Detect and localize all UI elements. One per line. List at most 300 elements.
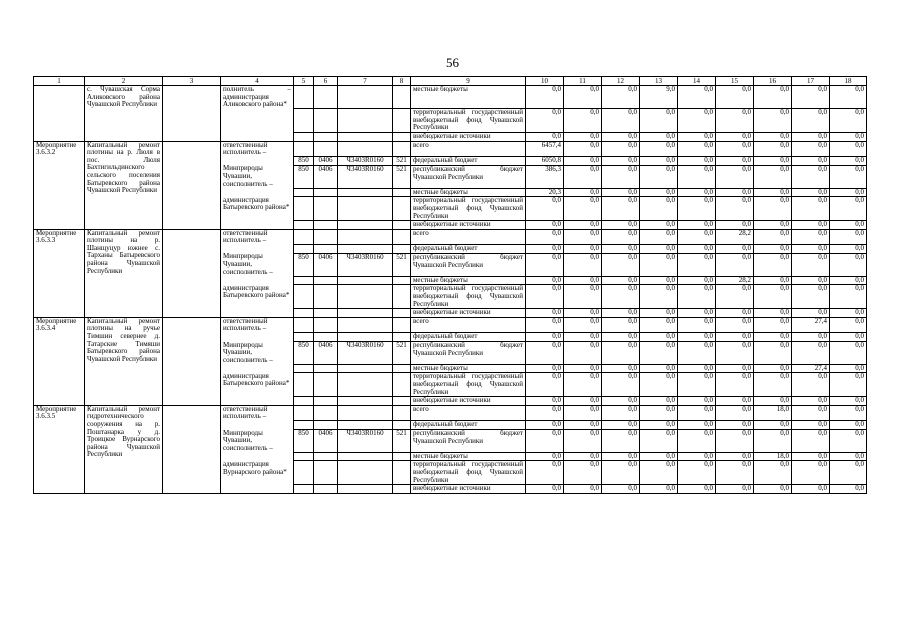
gr-code bbox=[294, 333, 314, 342]
gr-code bbox=[294, 133, 314, 142]
funding-source: всего bbox=[411, 141, 526, 157]
amount-cell: 0,0 bbox=[716, 421, 754, 430]
amount-cell: 0,0 bbox=[678, 276, 716, 285]
amount-cell: 0,0 bbox=[792, 452, 830, 461]
amount-cell: 0,0 bbox=[792, 421, 830, 430]
amount-cell: 0,0 bbox=[792, 461, 830, 485]
vr-code: 521 bbox=[393, 157, 411, 166]
vr-code bbox=[393, 309, 411, 318]
amount-cell: 0,0 bbox=[678, 333, 716, 342]
amount-cell: 6050,8 bbox=[526, 157, 564, 166]
amount-cell: 0,0 bbox=[792, 405, 830, 421]
amount-cell: 0,0 bbox=[830, 430, 867, 453]
executor-cell: администрация Батыревского района* bbox=[221, 285, 294, 309]
amount-cell: 0,0 bbox=[564, 309, 602, 318]
executor-cell bbox=[221, 421, 294, 430]
amount-cell: 0,0 bbox=[754, 485, 792, 494]
vr-code bbox=[393, 188, 411, 197]
amount-cell: 0,0 bbox=[754, 188, 792, 197]
amount-cell: 0,0 bbox=[564, 221, 602, 230]
amount-cell: 0,0 bbox=[830, 333, 867, 342]
column-number: 1 bbox=[34, 77, 85, 86]
funding-source: всего bbox=[411, 229, 526, 245]
vr-code bbox=[393, 405, 411, 421]
executor-cell: ответственный исполнитель – bbox=[221, 229, 294, 245]
amount-cell: 0,0 bbox=[526, 333, 564, 342]
amount-cell: 0,0 bbox=[792, 165, 830, 188]
amount-cell: 0,0 bbox=[602, 421, 640, 430]
gr-code bbox=[294, 197, 314, 221]
amount-cell: 0,0 bbox=[792, 485, 830, 494]
funding-source: федеральный бюджет bbox=[411, 421, 526, 430]
csr-code bbox=[338, 188, 393, 197]
amount-cell: 0,0 bbox=[678, 165, 716, 188]
amount-cell: 0,0 bbox=[716, 430, 754, 453]
amount-cell: 0,0 bbox=[716, 309, 754, 318]
amount-cell: 0,0 bbox=[602, 333, 640, 342]
amount-cell: 0,0 bbox=[716, 165, 754, 188]
amount-cell: 0,0 bbox=[792, 430, 830, 453]
vr-code bbox=[393, 364, 411, 373]
amount-cell: 0,0 bbox=[564, 245, 602, 254]
amount-cell: 0,0 bbox=[602, 141, 640, 157]
funding-source: территориальный государственный внебюджетный фонд Чувашской Республики bbox=[411, 373, 526, 397]
amount-cell: 0,0 bbox=[602, 452, 640, 461]
rz-code bbox=[314, 485, 338, 494]
csr-code: Ч3403R0160 bbox=[338, 342, 393, 365]
executor-cell bbox=[221, 188, 294, 197]
event-number: Мероприятие 3.6.3.5 bbox=[34, 405, 85, 493]
amount-cell: 18,0 bbox=[754, 405, 792, 421]
amount-cell: 0,0 bbox=[526, 229, 564, 245]
funding-source: местные бюджеты bbox=[411, 276, 526, 285]
gr-code bbox=[294, 245, 314, 254]
event-name: с. Чувашская Сорма Аликовского района Чувашской Республики bbox=[85, 86, 163, 142]
event-number: Мероприятие 3.6.3.4 bbox=[34, 317, 85, 405]
goal-cell bbox=[163, 229, 221, 317]
funding-source: республиканский бюджет Чувашской Республики bbox=[411, 165, 526, 188]
amount-cell: 0,0 bbox=[754, 253, 792, 276]
amount-cell: 0,0 bbox=[716, 405, 754, 421]
amount-cell: 0,0 bbox=[716, 141, 754, 157]
amount-cell: 0,0 bbox=[526, 485, 564, 494]
amount-cell: 0,0 bbox=[602, 397, 640, 406]
csr-code bbox=[338, 309, 393, 318]
amount-cell: 0,0 bbox=[830, 452, 867, 461]
amount-cell: 0,0 bbox=[754, 309, 792, 318]
amount-cell: 18,0 bbox=[754, 452, 792, 461]
budget-table bbox=[33, 76, 867, 494]
amount-cell: 0,0 bbox=[754, 109, 792, 133]
gr-code bbox=[294, 141, 314, 157]
amount-cell: 0,0 bbox=[602, 373, 640, 397]
gr-code bbox=[294, 461, 314, 485]
amount-cell: 0,0 bbox=[602, 165, 640, 188]
amount-cell: 0,0 bbox=[754, 461, 792, 485]
funding-source: внебюджетные источники bbox=[411, 485, 526, 494]
executor-cell: администрация Вурнарского района* bbox=[221, 461, 294, 485]
amount-cell: 0,0 bbox=[564, 253, 602, 276]
amount-cell: 0,0 bbox=[792, 109, 830, 133]
header-row bbox=[34, 77, 867, 86]
goal-cell bbox=[163, 405, 221, 493]
column-number: 17 bbox=[792, 77, 830, 86]
table-row bbox=[34, 141, 867, 157]
rz-code bbox=[314, 133, 338, 142]
amount-cell: 0,0 bbox=[830, 397, 867, 406]
amount-cell: 0,0 bbox=[792, 133, 830, 142]
amount-cell: 0,0 bbox=[640, 430, 678, 453]
amount-cell: 0,0 bbox=[716, 285, 754, 309]
amount-cell: 0,0 bbox=[792, 86, 830, 109]
funding-source: местные бюджеты bbox=[411, 452, 526, 461]
csr-code bbox=[338, 133, 393, 142]
amount-cell: 0,0 bbox=[526, 109, 564, 133]
amount-cell: 0,0 bbox=[640, 405, 678, 421]
gr-code: 850 bbox=[294, 253, 314, 276]
vr-code bbox=[393, 461, 411, 485]
amount-cell: 0,0 bbox=[678, 342, 716, 365]
amount-cell: 0,0 bbox=[792, 245, 830, 254]
amount-cell: 0,0 bbox=[678, 157, 716, 166]
amount-cell: 0,0 bbox=[754, 141, 792, 157]
csr-code bbox=[338, 221, 393, 230]
amount-cell: 0,0 bbox=[640, 373, 678, 397]
event-number bbox=[34, 86, 85, 142]
amount-cell: 0,0 bbox=[564, 461, 602, 485]
amount-cell: 0,0 bbox=[640, 342, 678, 365]
amount-cell: 0,0 bbox=[640, 197, 678, 221]
column-number: 11 bbox=[564, 77, 602, 86]
column-number: 2 bbox=[85, 77, 163, 86]
amount-cell: 0,0 bbox=[526, 405, 564, 421]
executor-cell: ответственный исполнитель – bbox=[221, 405, 294, 421]
amount-cell: 0,0 bbox=[830, 342, 867, 365]
goal-cell bbox=[163, 86, 221, 142]
executor-cell: ответственный исполнитель – bbox=[221, 317, 294, 333]
gr-code: 850 bbox=[294, 165, 314, 188]
event-number: Мероприятие 3.6.3.2 bbox=[34, 141, 85, 229]
gr-code bbox=[294, 397, 314, 406]
vr-code: 521 bbox=[393, 165, 411, 188]
amount-cell: 0,0 bbox=[678, 109, 716, 133]
executor-cell bbox=[221, 109, 294, 133]
amount-cell: 0,0 bbox=[602, 197, 640, 221]
amount-cell: 0,0 bbox=[640, 229, 678, 245]
column-number: 8 bbox=[393, 77, 411, 86]
executor-cell bbox=[221, 364, 294, 373]
rz-code bbox=[314, 373, 338, 397]
amount-cell: 0,0 bbox=[792, 221, 830, 230]
amount-cell: 0,0 bbox=[678, 309, 716, 318]
amount-cell: 0,0 bbox=[640, 133, 678, 142]
amount-cell: 0,0 bbox=[830, 165, 867, 188]
gr-code bbox=[294, 405, 314, 421]
amount-cell: 0,0 bbox=[716, 197, 754, 221]
executor-cell: ответственный исполнитель – bbox=[221, 141, 294, 157]
amount-cell: 0,0 bbox=[716, 452, 754, 461]
amount-cell: 27,4 bbox=[792, 317, 830, 333]
amount-cell: 0,0 bbox=[640, 276, 678, 285]
amount-cell: 0,0 bbox=[564, 421, 602, 430]
csr-code bbox=[338, 109, 393, 133]
amount-cell: 0,0 bbox=[716, 109, 754, 133]
amount-cell: 0,0 bbox=[526, 253, 564, 276]
funding-source: федеральный бюджет bbox=[411, 333, 526, 342]
csr-code: Ч3403R0160 bbox=[338, 430, 393, 453]
vr-code: 521 bbox=[393, 253, 411, 276]
table-row bbox=[34, 229, 867, 245]
amount-cell: 0,0 bbox=[602, 309, 640, 318]
amount-cell: 0,0 bbox=[678, 317, 716, 333]
table-row bbox=[34, 86, 867, 109]
gr-code bbox=[294, 421, 314, 430]
amount-cell: 0,0 bbox=[526, 397, 564, 406]
executor-cell bbox=[221, 485, 294, 494]
amount-cell: 0,0 bbox=[792, 197, 830, 221]
amount-cell: 0,0 bbox=[602, 157, 640, 166]
executor-cell: полнитель – администрация Аликовского района* bbox=[221, 86, 294, 109]
amount-cell: 0,0 bbox=[602, 276, 640, 285]
amount-cell: 0,0 bbox=[754, 86, 792, 109]
amount-cell: 0,0 bbox=[564, 430, 602, 453]
event-name: Капитальный ремонт плотины на ручье Тимшин севернее д. Татарские Тимяши Батыревского района Чувашской Республики bbox=[85, 317, 163, 405]
amount-cell: 0,0 bbox=[526, 221, 564, 230]
column-number: 5 bbox=[294, 77, 314, 86]
gr-code bbox=[294, 485, 314, 494]
amount-cell: 0,0 bbox=[602, 133, 640, 142]
amount-cell: 0,0 bbox=[640, 485, 678, 494]
vr-code bbox=[393, 452, 411, 461]
amount-cell: 0,0 bbox=[678, 188, 716, 197]
amount-cell: 0,0 bbox=[716, 86, 754, 109]
column-number: 12 bbox=[602, 77, 640, 86]
vr-code bbox=[393, 245, 411, 254]
amount-cell: 0,0 bbox=[564, 197, 602, 221]
amount-cell: 0,0 bbox=[526, 285, 564, 309]
executor-cell bbox=[221, 133, 294, 142]
amount-cell: 0,0 bbox=[754, 333, 792, 342]
column-number: 15 bbox=[716, 77, 754, 86]
amount-cell: 0,0 bbox=[716, 373, 754, 397]
csr-code: Ч3403R0160 bbox=[338, 165, 393, 188]
funding-source: территориальный государственный внебюджетный фонд Чувашской Республики bbox=[411, 461, 526, 485]
amount-cell: 0,0 bbox=[640, 309, 678, 318]
amount-cell: 0,0 bbox=[564, 157, 602, 166]
csr-code bbox=[338, 285, 393, 309]
executor-cell bbox=[221, 397, 294, 406]
vr-code bbox=[393, 317, 411, 333]
rz-code bbox=[314, 309, 338, 318]
column-number: 10 bbox=[526, 77, 564, 86]
amount-cell: 0,0 bbox=[830, 157, 867, 166]
amount-cell: 0,0 bbox=[754, 342, 792, 365]
amount-cell: 0,0 bbox=[678, 245, 716, 254]
amount-cell: 0,0 bbox=[792, 229, 830, 245]
amount-cell: 0,0 bbox=[564, 285, 602, 309]
gr-code bbox=[294, 221, 314, 230]
amount-cell: 0,0 bbox=[640, 165, 678, 188]
amount-cell: 0,0 bbox=[526, 245, 564, 254]
funding-source: внебюджетные источники bbox=[411, 397, 526, 406]
amount-cell: 0,0 bbox=[678, 430, 716, 453]
event-name: Капитальный ремонт плотины на р. Шанщуцур южнее с. Тарханы Батыревского района Чувашской Республики bbox=[85, 229, 163, 317]
funding-source: всего bbox=[411, 317, 526, 333]
amount-cell: 0,0 bbox=[830, 245, 867, 254]
rz-code bbox=[314, 333, 338, 342]
amount-cell: 0,0 bbox=[754, 165, 792, 188]
amount-cell: 0,0 bbox=[564, 333, 602, 342]
executor-cell bbox=[221, 333, 294, 342]
amount-cell: 0,0 bbox=[716, 485, 754, 494]
amount-cell: 0,0 bbox=[678, 405, 716, 421]
executor-cell: Минприроды Чувашии, соисполнитель – bbox=[221, 430, 294, 453]
amount-cell: 0,0 bbox=[754, 430, 792, 453]
amount-cell: 20,3 bbox=[526, 188, 564, 197]
amount-cell: 0,0 bbox=[830, 188, 867, 197]
amount-cell: 0,0 bbox=[602, 253, 640, 276]
csr-code bbox=[338, 86, 393, 109]
csr-code bbox=[338, 421, 393, 430]
funding-source: местные бюджеты bbox=[411, 188, 526, 197]
rz-code bbox=[314, 197, 338, 221]
gr-code bbox=[294, 364, 314, 373]
amount-cell: 0,0 bbox=[830, 317, 867, 333]
amount-cell: 0,0 bbox=[792, 342, 830, 365]
event-name: Капитальный ремонт гидротехнического сооружения на р. Поштанарка у д. Троицкое Вурнарского района Чувашской Республики bbox=[85, 405, 163, 493]
funding-source: республиканский бюджет Чувашской Республики bbox=[411, 253, 526, 276]
rz-code bbox=[314, 109, 338, 133]
amount-cell: 0,0 bbox=[640, 141, 678, 157]
amount-cell: 0,0 bbox=[830, 421, 867, 430]
amount-cell: 0,0 bbox=[526, 276, 564, 285]
csr-code bbox=[338, 197, 393, 221]
amount-cell: 28,2 bbox=[716, 276, 754, 285]
amount-cell: 0,0 bbox=[678, 421, 716, 430]
amount-cell: 0,0 bbox=[792, 373, 830, 397]
amount-cell: 0,0 bbox=[640, 245, 678, 254]
csr-code bbox=[338, 373, 393, 397]
amount-cell: 0,0 bbox=[602, 109, 640, 133]
gr-code bbox=[294, 309, 314, 318]
amount-cell: 0,0 bbox=[716, 397, 754, 406]
amount-cell: 0,0 bbox=[830, 276, 867, 285]
vr-code bbox=[393, 421, 411, 430]
column-number: 18 bbox=[830, 77, 867, 86]
csr-code: Ч3403R0160 bbox=[338, 253, 393, 276]
gr-code bbox=[294, 452, 314, 461]
amount-cell: 0,0 bbox=[678, 253, 716, 276]
rz-code bbox=[314, 461, 338, 485]
csr-code bbox=[338, 485, 393, 494]
amount-cell: 0,0 bbox=[640, 452, 678, 461]
vr-code: 521 bbox=[393, 430, 411, 453]
csr-code bbox=[338, 397, 393, 406]
amount-cell: 0,0 bbox=[602, 364, 640, 373]
amount-cell: 0,0 bbox=[564, 109, 602, 133]
rz-code bbox=[314, 421, 338, 430]
amount-cell: 0,0 bbox=[830, 485, 867, 494]
amount-cell: 0,0 bbox=[754, 317, 792, 333]
csr-code bbox=[338, 317, 393, 333]
vr-code bbox=[393, 109, 411, 133]
rz-code: 0406 bbox=[314, 165, 338, 188]
rz-code bbox=[314, 188, 338, 197]
amount-cell: 0,0 bbox=[716, 461, 754, 485]
amount-cell: 0,0 bbox=[754, 276, 792, 285]
amount-cell: 0,0 bbox=[792, 397, 830, 406]
amount-cell: 0,0 bbox=[602, 485, 640, 494]
amount-cell: 0,0 bbox=[792, 157, 830, 166]
column-number: 13 bbox=[640, 77, 678, 86]
amount-cell: 0,0 bbox=[564, 405, 602, 421]
csr-code bbox=[338, 245, 393, 254]
column-number: 4 bbox=[221, 77, 294, 86]
column-number: 9 bbox=[411, 77, 526, 86]
amount-cell: 0,0 bbox=[526, 133, 564, 142]
amount-cell: 0,0 bbox=[602, 245, 640, 254]
amount-cell: 0,0 bbox=[564, 485, 602, 494]
amount-cell: 0,0 bbox=[526, 430, 564, 453]
amount-cell: 0,0 bbox=[792, 276, 830, 285]
rz-code: 0406 bbox=[314, 157, 338, 166]
event-name: Капитальный ремонт плотины на р. Люля в пос. Люля Бахтигильдинского сельского поселения Батыревского района Чувашской Республики bbox=[85, 141, 163, 229]
amount-cell: 0,0 bbox=[640, 317, 678, 333]
amount-cell: 0,0 bbox=[564, 397, 602, 406]
executor-cell: администрация Батыревского района* bbox=[221, 373, 294, 397]
amount-cell: 0,0 bbox=[526, 421, 564, 430]
csr-code bbox=[338, 461, 393, 485]
gr-code: 850 bbox=[294, 157, 314, 166]
funding-source: республиканский бюджет Чувашской Республики bbox=[411, 342, 526, 365]
amount-cell: 0,0 bbox=[678, 485, 716, 494]
amount-cell: 0,0 bbox=[716, 253, 754, 276]
amount-cell: 0,0 bbox=[640, 109, 678, 133]
amount-cell: 0,0 bbox=[678, 221, 716, 230]
goal-cell bbox=[163, 141, 221, 229]
vr-code bbox=[393, 397, 411, 406]
rz-code bbox=[314, 229, 338, 245]
amount-cell: 0,0 bbox=[678, 373, 716, 397]
executor-cell bbox=[221, 452, 294, 461]
rz-code bbox=[314, 405, 338, 421]
amount-cell: 0,0 bbox=[754, 221, 792, 230]
rz-code bbox=[314, 397, 338, 406]
goal-cell bbox=[163, 317, 221, 405]
vr-code bbox=[393, 141, 411, 157]
rz-code: 0406 bbox=[314, 253, 338, 276]
amount-cell: 0,0 bbox=[716, 157, 754, 166]
amount-cell: 0,0 bbox=[754, 157, 792, 166]
amount-cell: 0,0 bbox=[716, 317, 754, 333]
vr-code bbox=[393, 485, 411, 494]
executor-cell: Минприроды Чувашии, соисполнитель – bbox=[221, 342, 294, 365]
amount-cell: 0,0 bbox=[754, 373, 792, 397]
funding-source: федеральный бюджет bbox=[411, 245, 526, 254]
gr-code bbox=[294, 317, 314, 333]
amount-cell: 0,0 bbox=[830, 197, 867, 221]
amount-cell: 0,0 bbox=[716, 364, 754, 373]
amount-cell: 0,0 bbox=[830, 285, 867, 309]
amount-cell: 0,0 bbox=[678, 364, 716, 373]
vr-code bbox=[393, 133, 411, 142]
rz-code bbox=[314, 285, 338, 309]
amount-cell: 0,0 bbox=[716, 221, 754, 230]
rz-code bbox=[314, 364, 338, 373]
amount-cell: 0,0 bbox=[678, 229, 716, 245]
amount-cell: 0,0 bbox=[754, 133, 792, 142]
gr-code bbox=[294, 285, 314, 309]
